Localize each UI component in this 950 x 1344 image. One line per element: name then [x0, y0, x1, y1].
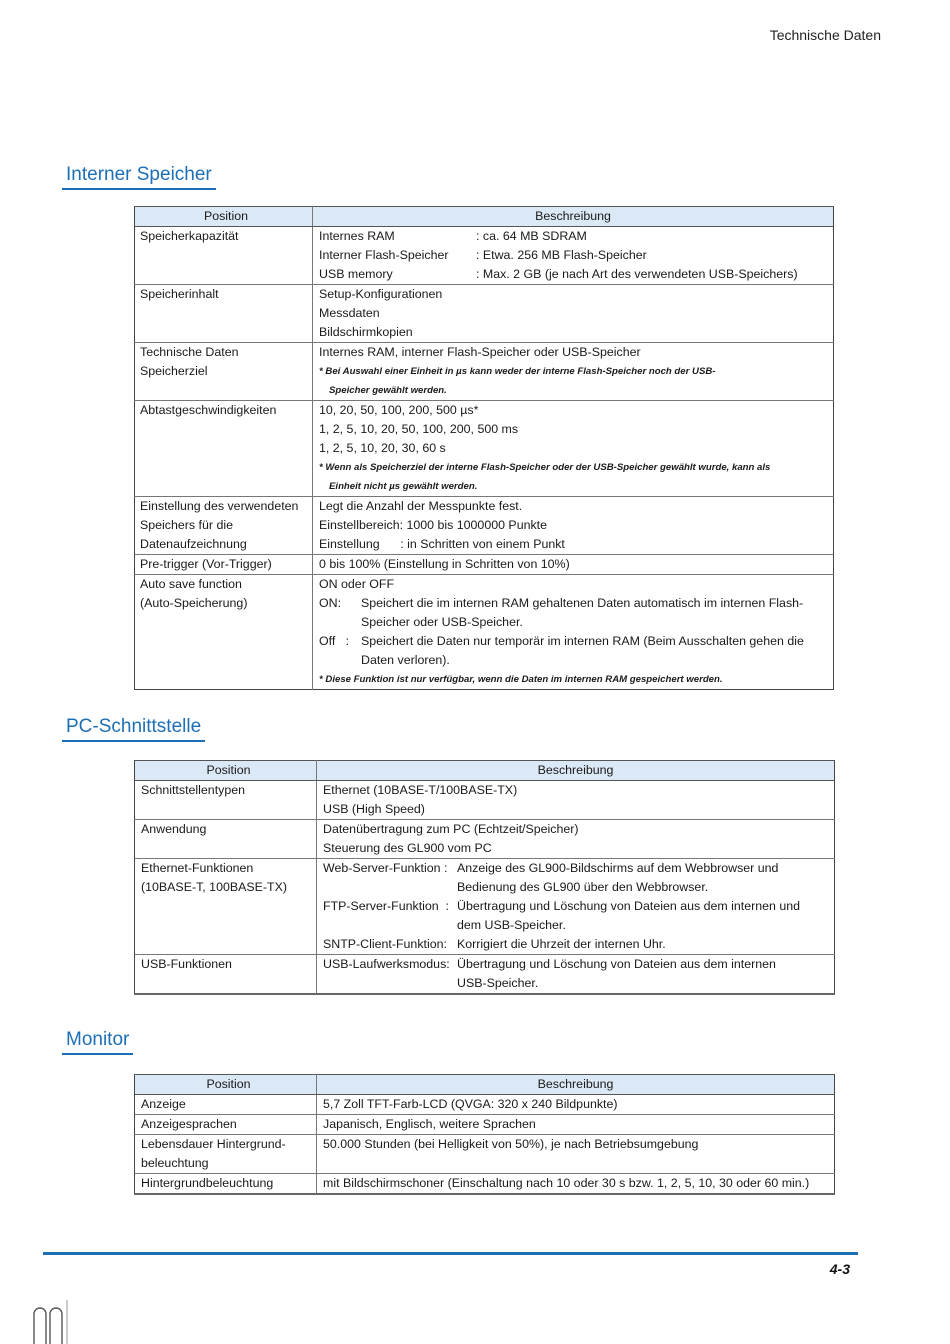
table-row: [135, 781, 835, 820]
row-label: Anwendung: [141, 822, 207, 836]
kv-value: : Etwa. 256 MB Flash-Speicher: [476, 248, 647, 262]
row-value: Internes RAM, interner Flash-Speicher oder USB-Speicher: [319, 345, 641, 359]
page-number: 4-3: [829, 1261, 850, 1277]
row-value: mit Bildschirmschoner (Einschaltung nach 10 oder 30 s bzw. 1, 2, 5, 10, 30 oder 60 min.): [323, 1176, 810, 1190]
section-title-interner-speicher: Interner Speicher: [62, 164, 216, 190]
row-label: Auto save function: [140, 577, 242, 591]
table-row: [135, 497, 834, 555]
table-row: [135, 227, 834, 285]
kv-value: Speicher oder USB-Speicher.: [361, 615, 523, 629]
row-label: Datenaufzeichnung: [140, 537, 247, 551]
row-label: Technische Daten: [140, 345, 239, 359]
table-row: [135, 1174, 835, 1195]
footnote: Speicher gewählt werden.: [329, 385, 447, 396]
footnote: * Diese Funktion ist nur verfügbar, wenn die Daten im internen RAM gespeichert werden.: [319, 674, 723, 685]
row-label: Ethernet-Funktionen: [141, 861, 254, 875]
kv-value: dem USB-Speicher.: [457, 918, 566, 932]
footnote: * Wenn als Speicherziel der interne Flash-Speicher oder der USB-Speicher gewählt wurde, kann als: [319, 462, 771, 473]
row-value: ON oder OFF: [319, 577, 395, 591]
row-label: USB-Funktionen: [141, 957, 232, 971]
footer-rule: [43, 1252, 858, 1255]
row-label: Speicherinhalt: [140, 287, 219, 301]
row-label: Lebensdauer Hintergrund-: [141, 1137, 286, 1151]
section-title-pc-schnittstelle: PC-Schnittstelle: [62, 716, 205, 742]
kv-key: USB-Laufwerksmodus:: [323, 957, 450, 971]
table-row: [135, 955, 835, 995]
table-row: [135, 555, 834, 575]
row-value: Ethernet (10BASE-T/100BASE-TX): [323, 783, 518, 797]
kv-value: Anzeige des GL900-Bildschirms auf dem Webbrowser und: [457, 861, 779, 875]
kv-value: USB-Speicher.: [457, 976, 539, 990]
kv-key: Interner Flash-Speicher: [319, 248, 449, 262]
kv-value: Bedienung des GL900 über den Webbrowser.: [457, 880, 709, 894]
row-label: Schnittstellentypen: [141, 783, 246, 797]
row-value: 10, 20, 50, 100, 200, 500 µs*: [319, 403, 479, 417]
kv-value: Korrigiert die Uhrzeit der internen Uhr.: [457, 937, 666, 951]
row-value: Einstellbereich: 1000 bis 1000000 Punkte: [319, 518, 548, 532]
row-value: 50.000 Stunden (bei Helligkeit von 50%), je nach Betriebsumgebung: [323, 1137, 699, 1151]
kv-value: : ca. 64 MB SDRAM: [476, 229, 587, 243]
kv-key: Internes RAM: [319, 229, 395, 243]
row-label: Speichers für die: [140, 518, 233, 532]
kv-value: Übertragung und Löschung von Dateien aus dem internen und: [457, 899, 801, 913]
row-label: Hintergrundbeleuchtung: [141, 1176, 274, 1190]
table-row: [135, 343, 834, 401]
row-label: Anzeigesprachen: [141, 1117, 237, 1131]
row-label: beleuchtung: [141, 1156, 209, 1170]
table-row: [135, 820, 835, 859]
header-position: Position: [135, 761, 317, 781]
row-label: (10BASE-T, 100BASE-TX): [141, 880, 287, 894]
table-row: [135, 285, 834, 343]
row-label: Speicherkapazität: [140, 229, 239, 243]
row-value: Datenübertragung zum PC (Echtzeit/Speicher): [323, 822, 579, 836]
header-position: Position: [135, 1075, 317, 1095]
table-row: [135, 1095, 835, 1115]
kv-key: Web-Server-Funktion :: [323, 861, 448, 875]
row-value: 5,7 Zoll TFT-Farb-LCD (QVGA: 320 x 240 Bildpunkte): [323, 1097, 618, 1111]
row-value: Japanisch, Englisch, weitere Sprachen: [323, 1117, 536, 1131]
kv-value: Daten verloren).: [361, 653, 450, 667]
kv-value: Übertragung und Löschung von Dateien aus dem internen: [457, 957, 776, 971]
row-value: Legt die Anzahl der Messpunkte fest.: [319, 499, 523, 513]
kv-key: FTP-Server-Funktion :: [323, 899, 449, 913]
row-value: Einstellung : in Schritten von einem Punkt: [319, 537, 565, 551]
row-value: 0 bis 100% (Einstellung in Schritten von 10%): [319, 557, 570, 571]
kv-key: ON:: [319, 596, 342, 610]
row-value: 1, 2, 5, 10, 20, 30, 60 s: [319, 441, 446, 455]
running-header: Technische Daten: [769, 27, 881, 43]
row-value: 1, 2, 5, 10, 20, 50, 100, 200, 500 ms: [319, 422, 519, 436]
footnote: * Bei Auswahl einer Einheit in µs kann weder der interne Flash-Speicher noch der USB-: [319, 366, 716, 377]
kv-value: Speichert die Daten nur temporär im internen RAM (Beim Ausschalten gehen die: [361, 634, 804, 648]
kv-key: USB memory: [319, 267, 393, 281]
table-row: [135, 1135, 835, 1174]
row-label: Pre-trigger (Vor-Trigger): [140, 557, 272, 571]
brand-logo-icon: [30, 1300, 70, 1344]
table-pc-schnittstelle: [134, 760, 835, 995]
section-title-monitor: Monitor: [62, 1029, 133, 1055]
row-value: Setup-Konfigurationen: [319, 287, 443, 301]
kv-value: : Max. 2 GB (je nach Art des verwendeten USB-Speichers): [476, 267, 798, 281]
table-row: [135, 1115, 835, 1135]
row-label: (Auto-Speicherung): [140, 596, 248, 610]
table-interner-speicher: [134, 206, 834, 690]
table-row: [135, 575, 834, 690]
footnote: Einheit nicht µs gewählt werden.: [329, 481, 478, 492]
table-row: [135, 859, 835, 955]
header-beschreibung: Beschreibung: [317, 761, 835, 781]
row-label: Einstellung des verwendeten: [140, 499, 299, 513]
row-value: Bildschirmkopien: [319, 325, 413, 339]
kv-key: SNTP-Client-Funktion:: [323, 937, 447, 951]
header-position: Position: [135, 207, 313, 227]
header-beschreibung: Beschreibung: [317, 1075, 835, 1095]
kv-key: Off :: [319, 634, 350, 648]
header-beschreibung: Beschreibung: [313, 207, 834, 227]
kv-value: Speichert die im internen RAM gehaltenen Daten automatisch im internen Flash-: [361, 596, 804, 610]
row-value: Messdaten: [319, 306, 380, 320]
table-row: [135, 401, 834, 497]
row-value: Steuerung des GL900 vom PC: [323, 841, 492, 855]
row-value: USB (High Speed): [323, 802, 425, 816]
table-monitor: [134, 1074, 835, 1195]
row-label: Anzeige: [141, 1097, 186, 1111]
row-label: Speicherziel: [140, 364, 208, 378]
row-label: Abtastgeschwindigkeiten: [140, 403, 277, 417]
